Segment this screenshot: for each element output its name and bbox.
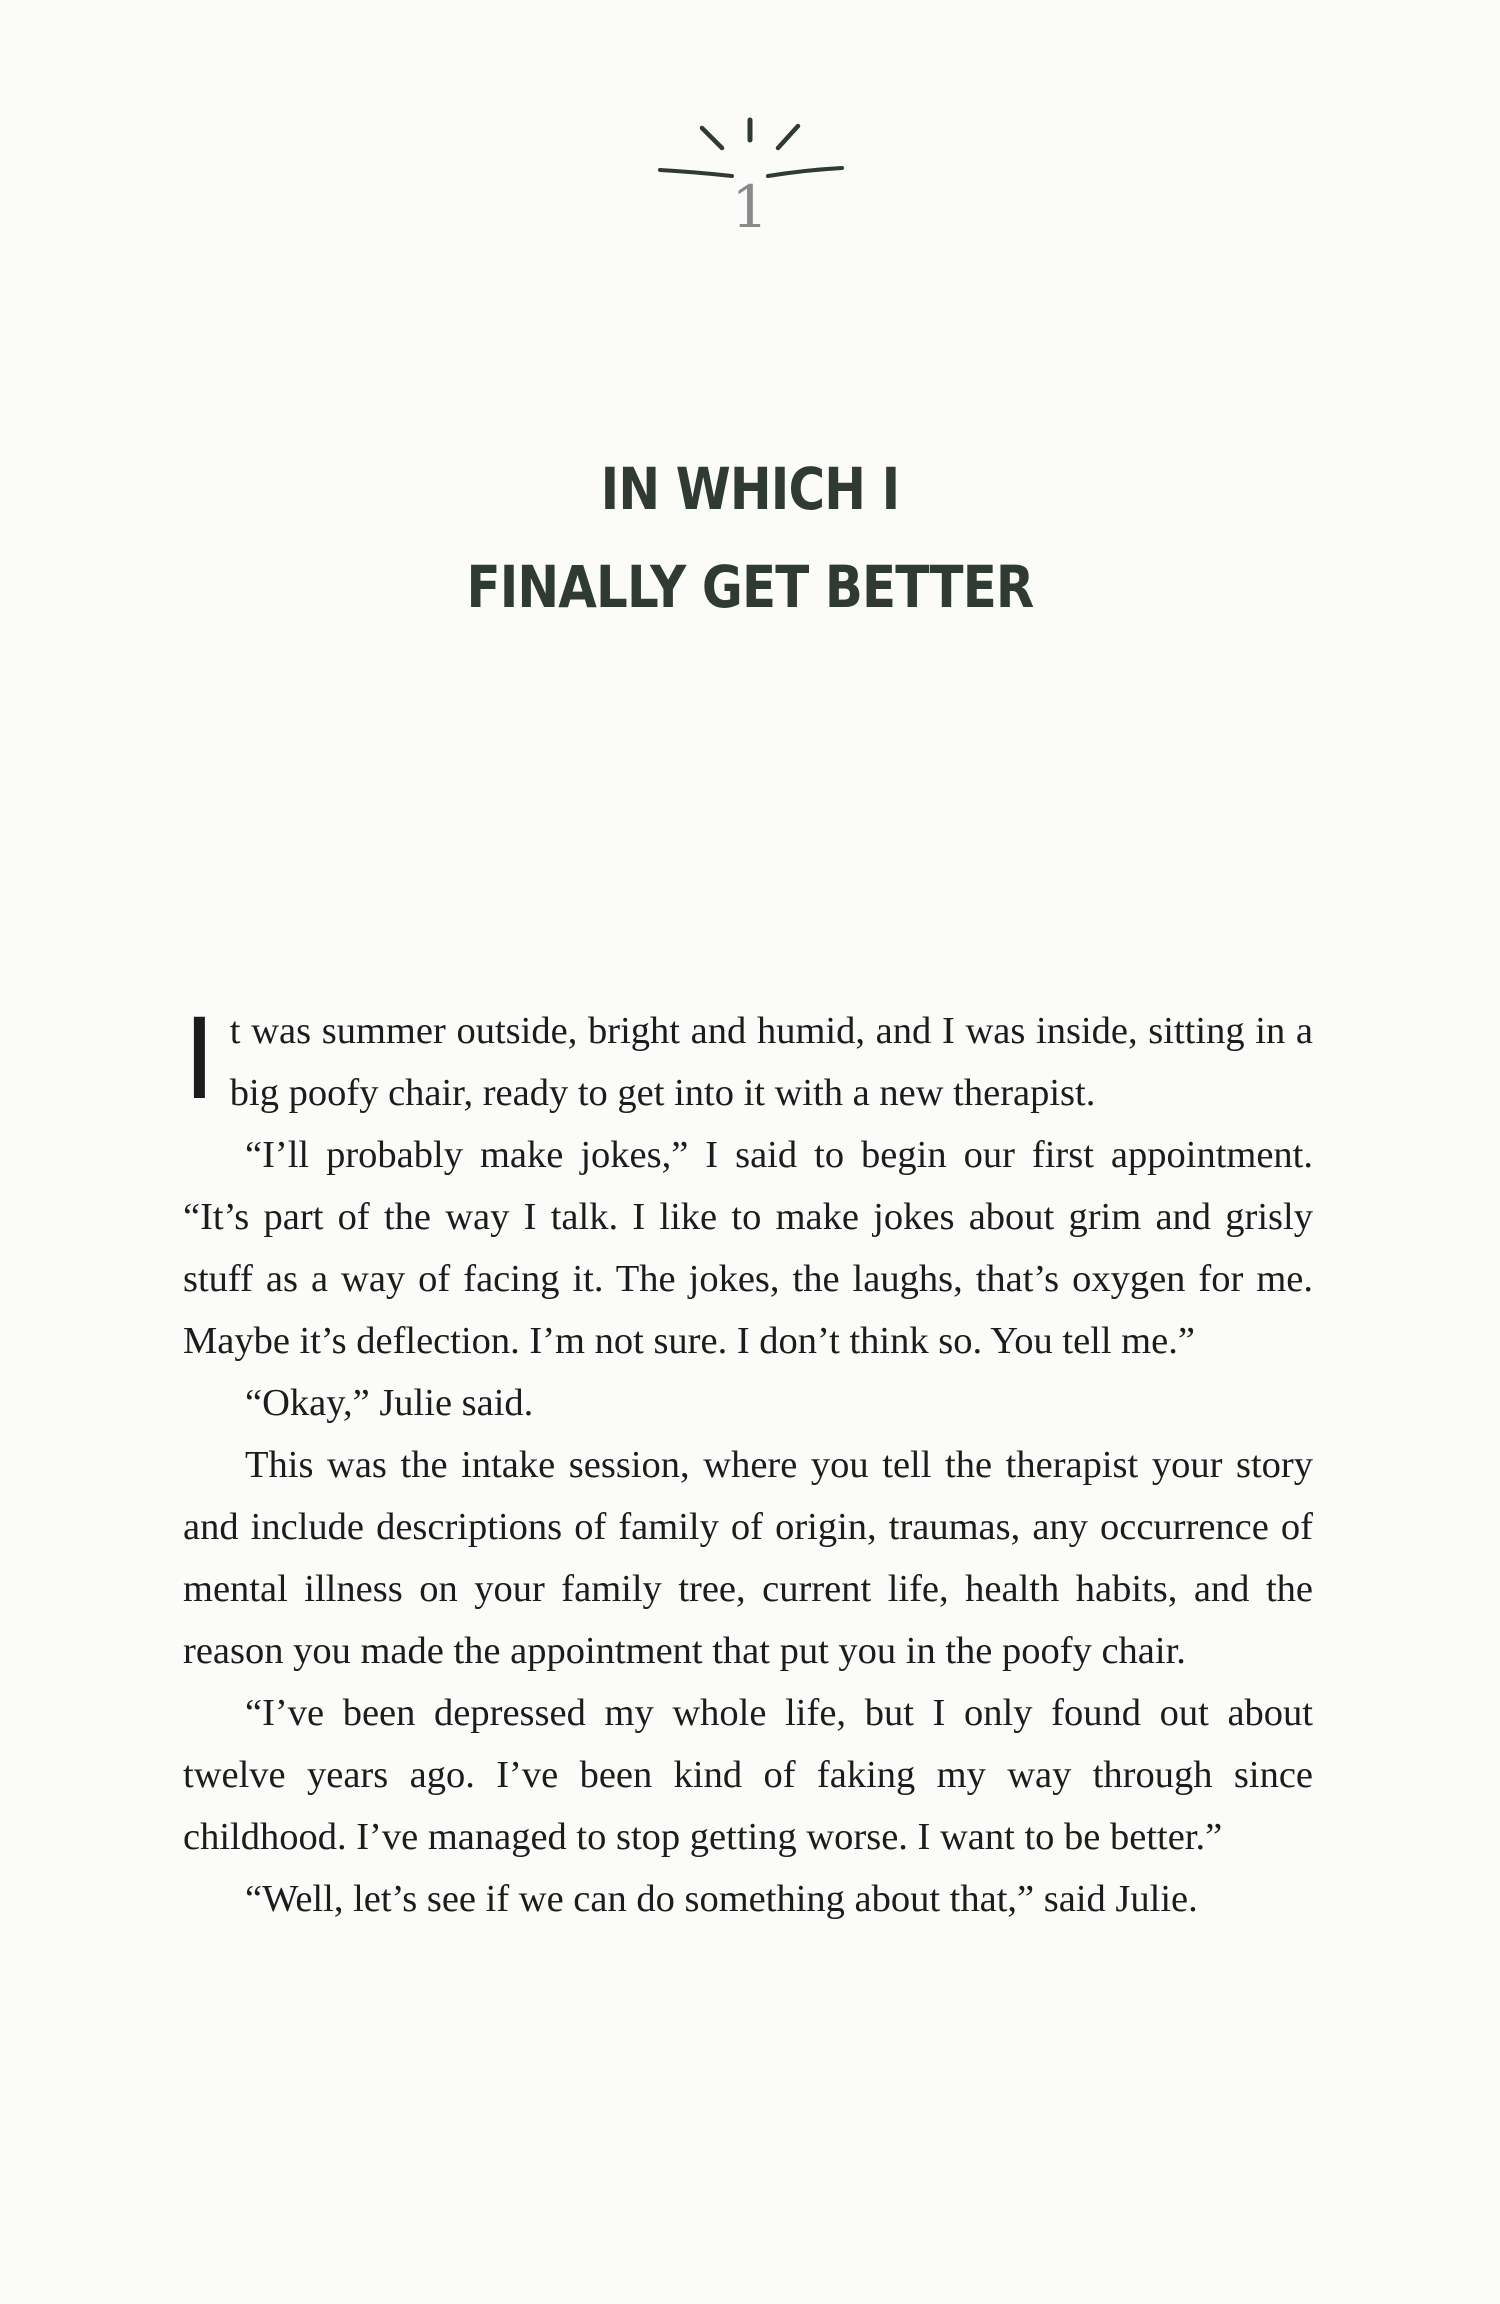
paragraph-4: This was the intake session, where you tell the therapist your story and include descriptions of family of origin, traumas, any occurrence of mental illness on your family tree, current life, health habits, and the reason you made the appointment that put you in the poofy chair. — [183, 1444, 1313, 1672]
paragraph-6: “Well, let’s see if we can do something about that,” said Julie. — [245, 1878, 1198, 1920]
paragraph-1 — [183, 992, 1313, 1124]
drop-cap: I — [183, 992, 216, 1124]
chapter-title-line-1: IN WHICH I — [600, 455, 900, 523]
chapter-title — [363, 440, 1137, 636]
chapter-number: 1 — [731, 173, 769, 241]
paragraph-5: “I’ve been depressed my whole life, but I only found out about twelve years ago. I’ve been kind of faking my way through since childhood. I’ve managed to stop getting worse. I want to be better.” — [183, 1692, 1313, 1858]
chapter-title-line-2: FINALLY GET BETTER — [466, 553, 1034, 621]
body-text — [183, 992, 1313, 1930]
paragraph-3: “Okay,” Julie said. — [245, 1382, 534, 1424]
paragraph-1-text: t was summer outside, bright and humid, and I was inside, sitting in a big poofy chair, ready to get into it with a new therapist. — [229, 1010, 1313, 1114]
paragraph-2: “I’ll probably make jokes,” I said to begin our first appointment. “It’s part of the way I talk. I like to make jokes about grim and grisly stuff as a way of facing it. The jokes, the laughs, that’s oxygen for me. Maybe it’s deflection. I’m not sure. I don’t think so. You tell me.” — [183, 1134, 1313, 1362]
